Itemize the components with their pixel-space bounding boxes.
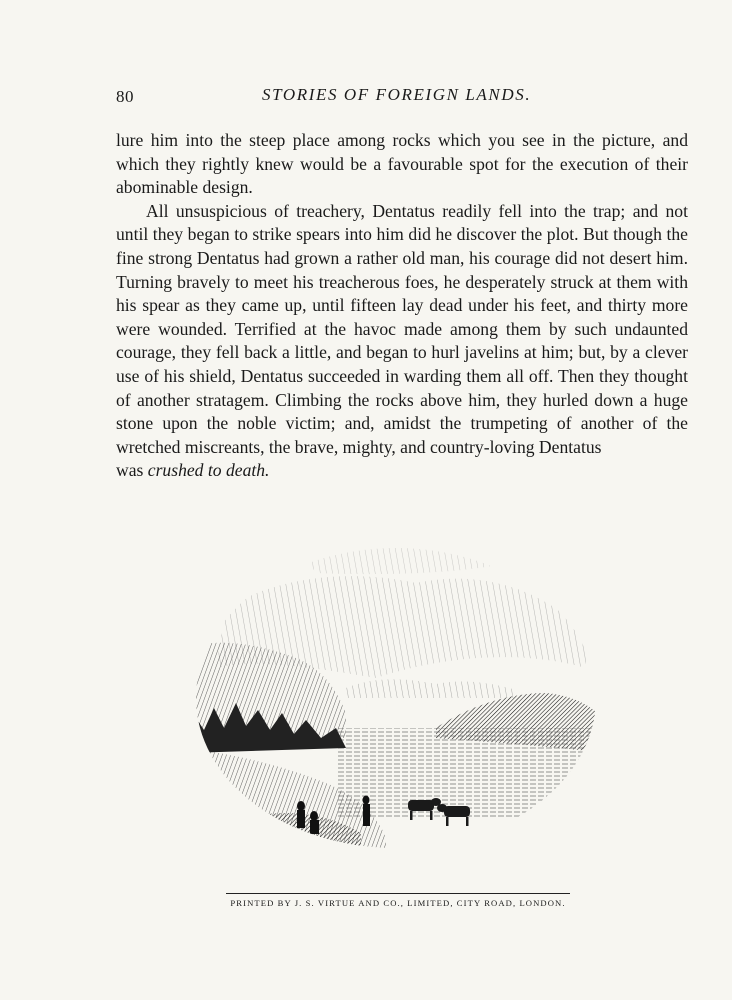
paragraph-dentatus — [116, 200, 688, 483]
body-text — [116, 129, 688, 483]
printer-imprint: PRINTED BY J. S. VIRTUE AND CO., LIMITED, CITY ROAD, LONDON. — [230, 898, 566, 908]
paragraph-dentatus-text: All unsuspicious of treachery, Dentatus readily fell into the trap; and not until they began to strike spears into him did he discover the plot. But though the fine strong Dentatus had grown a rather old man, his courage did not desert him. Turning bravely to meet his treacherous foes, he desperately struck at them with his spear as they came up, until fifteen lay dead under his feet, and thirty more were wounded. Terrified at the havoc made among them by such undaunted courage, they fell back a little, and began to hurl javelins at him; but, by a clever use of his shield, Dentatus succeeded in warding them all off. Then they thought of another stratagem. Climbing the rocks above him, they hurled down a huge stone upon the noble victim; and, amidst the trumpeting of another of the wretched miscreants, the brave, mighty, and country-loving Dentatus — [116, 200, 688, 457]
italic-phrase: crushed to death. — [147, 460, 270, 481]
paragraph-dentatus-end: was — [116, 460, 144, 481]
engraving-illustration — [186, 538, 606, 858]
page-number: 80 — [116, 87, 134, 106]
running-head: STORIES OF FOREIGN LANDS. — [262, 85, 532, 104]
lake-water — [336, 728, 606, 818]
footer-rule — [226, 893, 570, 894]
paragraph-continued: lure him into the steep place among rocks which you see in the picture, and which they rightly knew would be a favourable spot for the execution of their abominable design. — [116, 130, 688, 198]
